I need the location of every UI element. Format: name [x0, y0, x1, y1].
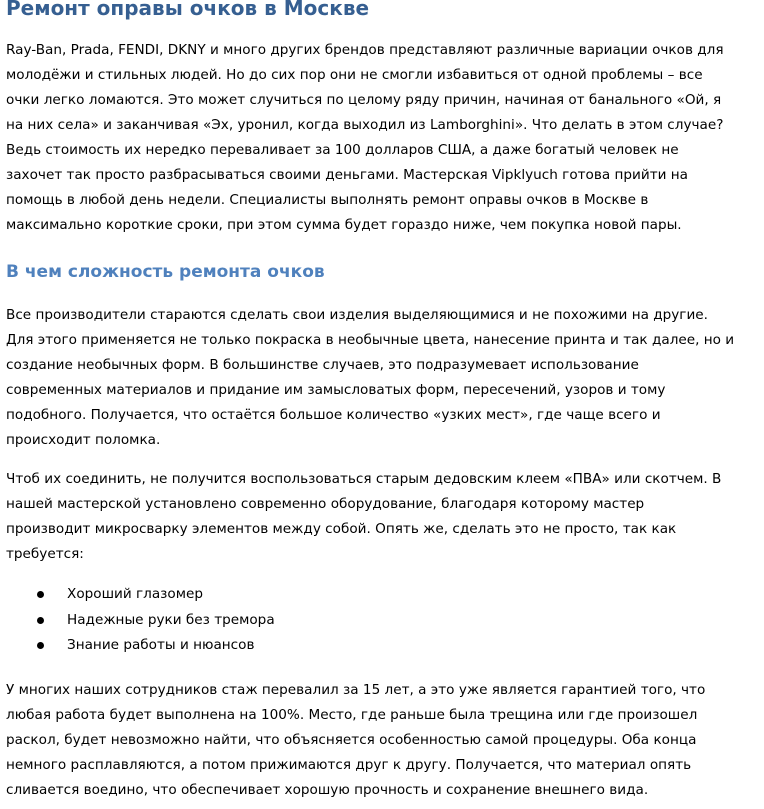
bullet-icon [37, 617, 44, 624]
text-line: У многих наших сотрудников стаж перевалил за 15 лет, а это уже является гарантией того, что [6, 682, 706, 698]
text-line: захочет так просто разбрасываться своими деньгами. Мастерская Vipklyuch готова прийти на [6, 167, 689, 183]
text-line: Все производители стараются сделать свои изделия выделяющимися и не похожими на другие. [6, 307, 708, 323]
text-line: молодёжи и стильных людей. Но до сих пор они не смогли избавиться от одной проблемы – все [6, 67, 703, 83]
text-line: Ведь стоимость их нередко переваливает за 100 долларов США, а даже богатый человек не [6, 142, 679, 158]
text-line: подобного. Получается, что остаётся большое количество «узких мест», где чаще всего и [6, 407, 661, 423]
intro-paragraph [6, 38, 760, 238]
text-line: Чтоб их соединить, не получится воспользоваться старым дедовским клеем «ПВА» или скотчем. В [6, 471, 722, 487]
text-line: производит микросварку элементов между собой. Опять же, сделать это не просто, так как [6, 521, 677, 537]
text-line: очки легко ломаются. Это может случиться по целому ряду причин, начиная от банального «Ой, я [6, 92, 722, 108]
section-paragraph-2 [6, 467, 760, 567]
requirements-list [6, 582, 275, 659]
section-heading: В чем сложность ремонта очков [6, 262, 325, 282]
text-line: современных материалов и придание им замысловатых форм, пересечений, узоров и тому [6, 382, 666, 398]
text-line: любая работа будет выполнена на 100%. Место, где раньше была трещина или где произошел [6, 707, 698, 723]
text-line: максимально короткие сроки, при этом сумма будет гораздо ниже, чем покупка новой пары. [6, 217, 682, 233]
text-line: Для этого применяется не только покраска в необычные цвета, нанесение принта и так далее, но и [6, 332, 735, 348]
list-item-label: Хороший глазомер [67, 586, 203, 602]
text-line: на них села» и заканчивая «Эх, уронил, когда выходил из Lamborghini». Что делать в этом случае? [6, 117, 724, 133]
bullet-icon [37, 591, 44, 598]
list-item [6, 608, 275, 634]
section-paragraph-3 [6, 678, 760, 803]
section-paragraph-1 [6, 303, 760, 453]
text-line: нашей мастерской установлено современно оборудование, благодаря которому мастер [6, 496, 645, 512]
text-line: помощь в любой день недели. Специалисты выполнять ремонт оправы очков в Москве в [6, 192, 649, 208]
text-line: Ray-Ban, Prada, FENDI, DKNY и много других брендов представляют различные вариации очков для [6, 42, 724, 58]
text-line: сливается воедино, что обеспечивает хорошую прочность и сохранение внешнего вида. [6, 782, 649, 798]
text-line: происходит поломка. [6, 432, 161, 448]
list-item-label: Знание работы и нюансов [67, 637, 255, 653]
list-item-label: Надежные руки без тремора [67, 611, 275, 628]
page-title: Ремонт оправы очков в Москве [6, 0, 370, 20]
text-line: немного расплавляются, а потом прижимаются друг к другу. Получается, что материал опять [6, 757, 692, 773]
bullet-icon [37, 642, 44, 649]
text-line: требуется: [6, 546, 84, 562]
list-item [6, 633, 275, 659]
text-line: раскол, будет невозможно найти, что объясняется особенностью самой процедуры. Оба конца [6, 732, 697, 748]
text-line: создание необычных форм. В большинстве случаев, это подразумевает использование [6, 357, 639, 373]
list-item [6, 582, 275, 608]
